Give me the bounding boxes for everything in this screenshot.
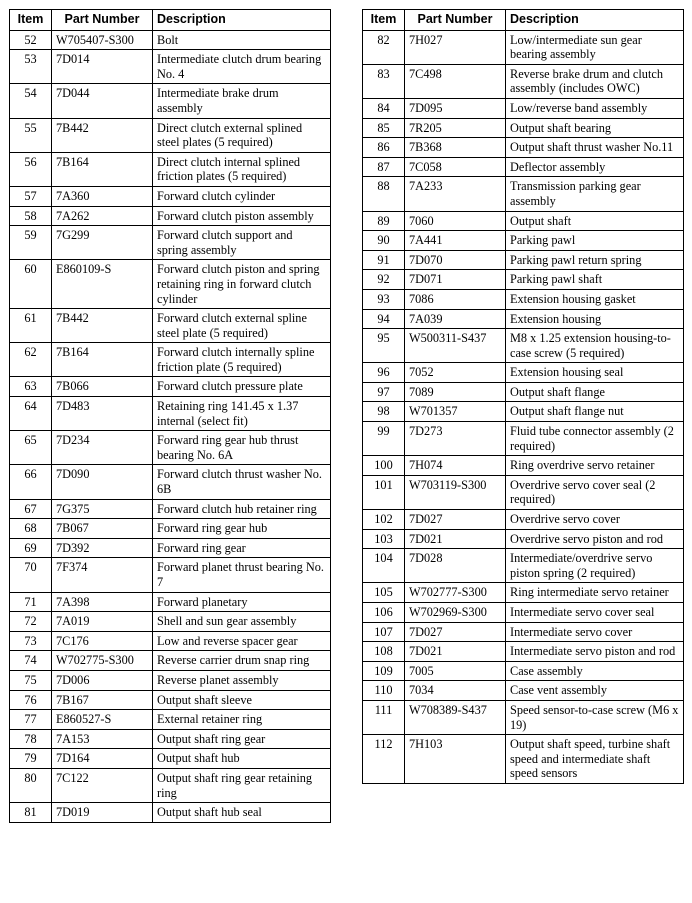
part-number-cell: W705407-S300 (52, 30, 153, 50)
part-number-cell: 7B368 (405, 138, 506, 158)
item-cell: 105 (363, 583, 405, 603)
table-row (363, 700, 684, 734)
description-cell: Forward clutch hub retainer ring (153, 499, 331, 519)
item-cell: 112 (363, 735, 405, 784)
column-header-description: Description (153, 10, 331, 31)
part-number-cell: 7H074 (405, 456, 506, 476)
table-row (10, 803, 331, 823)
part-number-cell: 7C176 (52, 631, 153, 651)
table-row (10, 260, 331, 309)
description-cell: Retaining ring 141.45 x 1.37 internal (select fit) (153, 397, 331, 431)
part-number-cell: 7060 (405, 211, 506, 231)
table-row (10, 343, 331, 377)
description-cell: Intermediate servo cover (506, 622, 684, 642)
part-number-cell: 7B066 (52, 377, 153, 397)
part-number-cell: W702775-S300 (52, 651, 153, 671)
part-number-cell: 7A398 (52, 592, 153, 612)
description-cell: Intermediate servo piston and rod (506, 642, 684, 662)
table-row (10, 309, 331, 343)
table-row (363, 510, 684, 530)
part-number-cell: 7D070 (405, 250, 506, 270)
description-cell: Forward clutch internally spline friction plate (5 required) (153, 343, 331, 377)
item-cell: 107 (363, 622, 405, 642)
item-cell: 75 (10, 670, 52, 690)
table-row (363, 363, 684, 383)
part-number-cell: 7B167 (52, 690, 153, 710)
item-cell: 100 (363, 456, 405, 476)
description-cell: Output shaft ring gear retaining ring (153, 768, 331, 802)
table-row (10, 631, 331, 651)
part-number-cell: W708389-S437 (405, 700, 506, 734)
description-cell: Parking pawl return spring (506, 250, 684, 270)
item-cell: 55 (10, 118, 52, 152)
part-number-cell: 7A262 (52, 206, 153, 226)
part-number-cell: 7089 (405, 382, 506, 402)
table-row (10, 499, 331, 519)
item-cell: 90 (363, 231, 405, 251)
part-number-cell: 7F374 (52, 558, 153, 592)
description-cell: Forward clutch thrust washer No. 6B (153, 465, 331, 499)
description-cell: Forward clutch piston and spring retaining ring in forward clutch cylinder (153, 260, 331, 309)
table-header-row (363, 10, 684, 31)
part-number-cell: W702777-S300 (405, 583, 506, 603)
description-cell: Overdrive servo cover seal (2 required) (506, 475, 684, 509)
item-cell: 69 (10, 538, 52, 558)
table-row (10, 690, 331, 710)
table-row (363, 211, 684, 231)
item-cell: 60 (10, 260, 52, 309)
item-cell: 56 (10, 152, 52, 186)
table-row (10, 670, 331, 690)
part-number-cell: W703119-S300 (405, 475, 506, 509)
part-number-cell: 7C058 (405, 157, 506, 177)
part-number-cell: 7D027 (405, 510, 506, 530)
part-number-cell: E860109-S (52, 260, 153, 309)
parts-table-right (362, 9, 684, 784)
description-cell: Transmission parking gear assembly (506, 177, 684, 211)
part-number-cell: 7D014 (52, 50, 153, 84)
column-header-description: Description (506, 10, 684, 31)
item-cell: 80 (10, 768, 52, 802)
table-header-row (10, 10, 331, 31)
description-cell: Ring intermediate servo retainer (506, 583, 684, 603)
table-row (10, 558, 331, 592)
description-cell: Fluid tube connector assembly (2 required) (506, 422, 684, 456)
item-cell: 67 (10, 499, 52, 519)
part-number-cell: 7A019 (52, 612, 153, 632)
part-number-cell: 7D006 (52, 670, 153, 690)
table-row (10, 592, 331, 612)
part-number-cell: 7D090 (52, 465, 153, 499)
description-cell: Deflector assembly (506, 157, 684, 177)
part-number-cell: 7H103 (405, 735, 506, 784)
item-cell: 71 (10, 592, 52, 612)
description-cell: Output shaft (506, 211, 684, 231)
description-cell: Shell and sun gear assembly (153, 612, 331, 632)
description-cell: Output shaft hub (153, 749, 331, 769)
item-cell: 111 (363, 700, 405, 734)
table-row (10, 186, 331, 206)
description-cell: Low and reverse spacer gear (153, 631, 331, 651)
part-number-cell: 7D027 (405, 622, 506, 642)
table-row (363, 735, 684, 784)
item-cell: 110 (363, 681, 405, 701)
part-number-cell: 7B164 (52, 152, 153, 186)
part-number-cell: 7B442 (52, 309, 153, 343)
item-cell: 108 (363, 642, 405, 662)
item-cell: 64 (10, 397, 52, 431)
item-cell: 109 (363, 661, 405, 681)
item-cell: 85 (363, 118, 405, 138)
table-row (363, 382, 684, 402)
column-header-item: Item (10, 10, 52, 31)
item-cell: 81 (10, 803, 52, 823)
description-cell: Low/intermediate sun gear bearing assembly (506, 30, 684, 64)
item-cell: 97 (363, 382, 405, 402)
table-row (10, 768, 331, 802)
item-cell: 95 (363, 329, 405, 363)
item-cell: 86 (363, 138, 405, 158)
description-cell: Output shaft hub seal (153, 803, 331, 823)
table-row (10, 538, 331, 558)
table-row (363, 250, 684, 270)
table-row (363, 118, 684, 138)
description-cell: Extension housing (506, 309, 684, 329)
description-cell: Forward ring gear hub thrust bearing No. 6A (153, 431, 331, 465)
description-cell: Intermediate brake drum assembly (153, 84, 331, 118)
part-number-cell: 7A441 (405, 231, 506, 251)
table-row (363, 681, 684, 701)
column-header-part-number: Part Number (405, 10, 506, 31)
table-row (363, 583, 684, 603)
item-cell: 59 (10, 226, 52, 260)
description-cell: External retainer ring (153, 710, 331, 730)
part-number-cell: 7D164 (52, 749, 153, 769)
description-cell: Forward clutch external spline steel plate (5 required) (153, 309, 331, 343)
table-row (10, 152, 331, 186)
table-row (10, 519, 331, 539)
part-number-cell: 7A039 (405, 309, 506, 329)
description-cell: Forward clutch support and spring assembly (153, 226, 331, 260)
item-cell: 84 (363, 98, 405, 118)
description-cell: M8 x 1.25 extension housing-to-case screw (5 required) (506, 329, 684, 363)
item-cell: 96 (363, 363, 405, 383)
item-cell: 53 (10, 50, 52, 84)
column-header-item: Item (363, 10, 405, 31)
table-row (363, 270, 684, 290)
item-cell: 89 (363, 211, 405, 231)
item-cell: 82 (363, 30, 405, 64)
table-row (10, 612, 331, 632)
table-row (10, 84, 331, 118)
part-number-cell: 7D483 (52, 397, 153, 431)
table-row (363, 329, 684, 363)
description-cell: Output shaft thrust washer No.11 (506, 138, 684, 158)
part-number-cell: 7G375 (52, 499, 153, 519)
part-number-cell: 7005 (405, 661, 506, 681)
description-cell: Intermediate clutch drum bearing No. 4 (153, 50, 331, 84)
table-row (363, 177, 684, 211)
description-cell: Extension housing gasket (506, 289, 684, 309)
item-cell: 88 (363, 177, 405, 211)
item-cell: 66 (10, 465, 52, 499)
description-cell: Reverse planet assembly (153, 670, 331, 690)
description-cell: Bolt (153, 30, 331, 50)
table-row (363, 289, 684, 309)
description-cell: Case assembly (506, 661, 684, 681)
item-cell: 54 (10, 84, 52, 118)
item-cell: 79 (10, 749, 52, 769)
table-row (363, 661, 684, 681)
table-row (363, 157, 684, 177)
table-row (10, 710, 331, 730)
item-cell: 62 (10, 343, 52, 377)
item-cell: 76 (10, 690, 52, 710)
part-number-cell: 7086 (405, 289, 506, 309)
table-row (10, 397, 331, 431)
part-number-cell: 7D044 (52, 84, 153, 118)
description-cell: Forward planetary (153, 592, 331, 612)
table-row (363, 138, 684, 158)
table-row (10, 377, 331, 397)
description-cell: Output shaft bearing (506, 118, 684, 138)
description-cell: Case vent assembly (506, 681, 684, 701)
table-row (363, 30, 684, 64)
description-cell: Ring overdrive servo retainer (506, 456, 684, 476)
description-cell: Reverse brake drum and clutch assembly (includes OWC) (506, 64, 684, 98)
part-number-cell: 7B164 (52, 343, 153, 377)
item-cell: 77 (10, 710, 52, 730)
description-cell: Parking pawl shaft (506, 270, 684, 290)
part-number-cell: 7G299 (52, 226, 153, 260)
item-cell: 78 (10, 729, 52, 749)
description-cell: Direct clutch internal splined friction plates (5 required) (153, 152, 331, 186)
item-cell: 70 (10, 558, 52, 592)
table-row (363, 402, 684, 422)
part-number-cell: W701357 (405, 402, 506, 422)
description-cell: Forward clutch piston assembly (153, 206, 331, 226)
parts-table-right-body (363, 30, 684, 783)
table-row (10, 729, 331, 749)
item-cell: 73 (10, 631, 52, 651)
table-row (10, 118, 331, 152)
part-number-cell: 7D019 (52, 803, 153, 823)
table-row (363, 475, 684, 509)
description-cell: Forward planet thrust bearing No. 7 (153, 558, 331, 592)
parts-table-left (9, 9, 331, 823)
description-cell: Forward clutch cylinder (153, 186, 331, 206)
column-header-part-number: Part Number (52, 10, 153, 31)
item-cell: 58 (10, 206, 52, 226)
table-row (363, 64, 684, 98)
description-cell: Intermediate servo cover seal (506, 603, 684, 623)
item-cell: 74 (10, 651, 52, 671)
description-cell: Low/reverse band assembly (506, 98, 684, 118)
description-cell: Direct clutch external splined steel plates (5 required) (153, 118, 331, 152)
part-number-cell: 7D021 (405, 529, 506, 549)
item-cell: 63 (10, 377, 52, 397)
item-cell: 68 (10, 519, 52, 539)
part-number-cell: 7B442 (52, 118, 153, 152)
item-cell: 104 (363, 549, 405, 583)
item-cell: 98 (363, 402, 405, 422)
item-cell: 103 (363, 529, 405, 549)
part-number-cell: 7H027 (405, 30, 506, 64)
part-number-cell: 7D095 (405, 98, 506, 118)
part-number-cell: 7D071 (405, 270, 506, 290)
table-row (363, 231, 684, 251)
part-number-cell: 7R205 (405, 118, 506, 138)
part-number-cell: 7B067 (52, 519, 153, 539)
table-row (10, 465, 331, 499)
part-number-cell: 7A153 (52, 729, 153, 749)
table-row (10, 651, 331, 671)
part-number-cell: 7D273 (405, 422, 506, 456)
part-number-cell: 7A233 (405, 177, 506, 211)
item-cell: 101 (363, 475, 405, 509)
description-cell: Output shaft flange (506, 382, 684, 402)
table-row (10, 50, 331, 84)
item-cell: 106 (363, 603, 405, 623)
description-cell: Speed sensor-to-case screw (M6 x 19) (506, 700, 684, 734)
part-number-cell: 7034 (405, 681, 506, 701)
description-cell: Forward clutch pressure plate (153, 377, 331, 397)
table-row (10, 30, 331, 50)
description-cell: Output shaft sleeve (153, 690, 331, 710)
table-row (363, 456, 684, 476)
description-cell: Forward ring gear hub (153, 519, 331, 539)
item-cell: 61 (10, 309, 52, 343)
item-cell: 99 (363, 422, 405, 456)
part-number-cell: 7A360 (52, 186, 153, 206)
table-row (363, 529, 684, 549)
description-cell: Forward ring gear (153, 538, 331, 558)
description-cell: Extension housing seal (506, 363, 684, 383)
table-row (10, 206, 331, 226)
part-number-cell: 7D392 (52, 538, 153, 558)
part-number-cell: 7D028 (405, 549, 506, 583)
item-cell: 93 (363, 289, 405, 309)
table-row (363, 98, 684, 118)
item-cell: 92 (363, 270, 405, 290)
table-row (10, 431, 331, 465)
item-cell: 65 (10, 431, 52, 465)
description-cell: Intermediate/overdrive servo piston spring (2 required) (506, 549, 684, 583)
part-number-cell: W702969-S300 (405, 603, 506, 623)
part-number-cell: 7D234 (52, 431, 153, 465)
description-cell: Output shaft flange nut (506, 402, 684, 422)
table-row (363, 549, 684, 583)
item-cell: 87 (363, 157, 405, 177)
part-number-cell: E860527-S (52, 710, 153, 730)
part-number-cell: 7D021 (405, 642, 506, 662)
table-row (363, 422, 684, 456)
item-cell: 52 (10, 30, 52, 50)
description-cell: Reverse carrier drum snap ring (153, 651, 331, 671)
table-row (10, 749, 331, 769)
item-cell: 57 (10, 186, 52, 206)
table-row (10, 226, 331, 260)
item-cell: 83 (363, 64, 405, 98)
table-row (363, 309, 684, 329)
table-row (363, 603, 684, 623)
description-cell: Overdrive servo piston and rod (506, 529, 684, 549)
part-number-cell: 7C498 (405, 64, 506, 98)
part-number-cell: 7052 (405, 363, 506, 383)
part-number-cell: W500311-S437 (405, 329, 506, 363)
item-cell: 94 (363, 309, 405, 329)
item-cell: 91 (363, 250, 405, 270)
table-row (363, 622, 684, 642)
part-number-cell: 7C122 (52, 768, 153, 802)
item-cell: 102 (363, 510, 405, 530)
description-cell: Output shaft ring gear (153, 729, 331, 749)
description-cell: Parking pawl (506, 231, 684, 251)
table-row (363, 642, 684, 662)
description-cell: Output shaft speed, turbine shaft speed and intermediate shaft speed sensors (506, 735, 684, 784)
item-cell: 72 (10, 612, 52, 632)
description-cell: Overdrive servo cover (506, 510, 684, 530)
parts-table-left-body (10, 30, 331, 822)
